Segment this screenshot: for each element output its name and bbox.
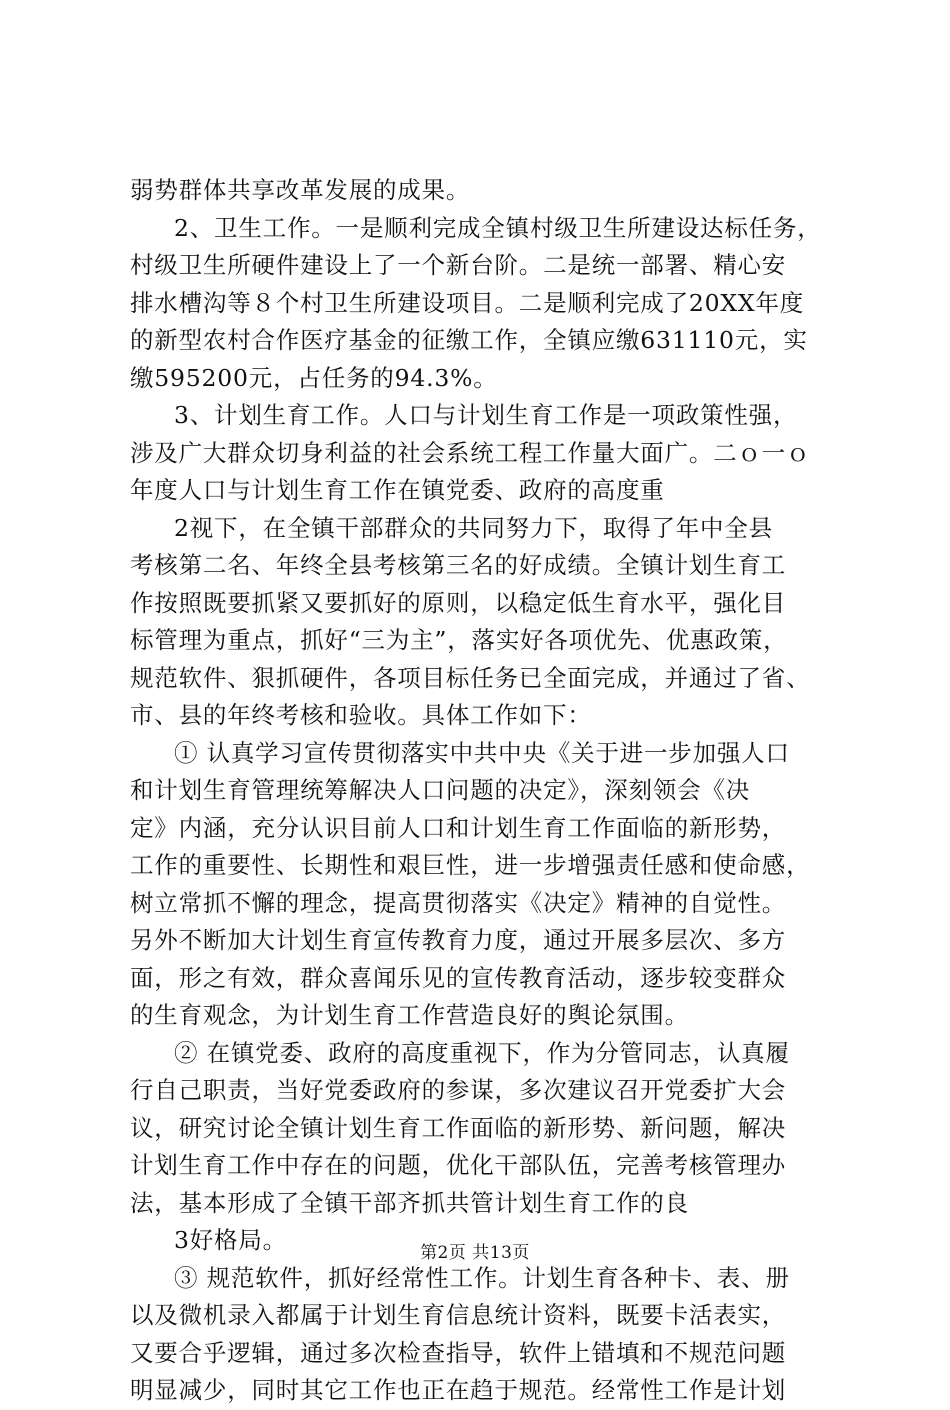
text-line: 2、卫生工作。一是顺利完成全镇村级卫生所建设达标任务， [174, 213, 822, 242]
text-line: 标管理为重点，抓好“三为主”，落实好各项优先、优惠政策， [130, 626, 788, 654]
text-line: 村级卫生所硬件建设上了一个新台阶。二是统一部署、精心安 [130, 251, 787, 279]
text-line: 法，基本形成了全镇干部齐抓共管计划生育工作的良 [130, 1188, 689, 1217]
text-line: 的新型农村合作医疗基金的征缴工作，全镇应缴631110元，实 [130, 326, 808, 354]
text-line: 考核第二名、年终全县考核第三名的好成绩。全镇计划生育工 [130, 551, 787, 579]
text-line: 缴595200元，占任务的94.3%。 [130, 363, 498, 392]
text-line: 3、计划生育工作。人口与计划生育工作是一项政策性强， [174, 401, 798, 429]
text-line: ③ 规范软件，抓好经常性工作。计划生育各种卡、表、册 [174, 1263, 790, 1292]
text-line: 排水槽沟等８个村卫生所建设项目。二是顺利完成了20XX年度 [130, 288, 805, 317]
text-line: 又要合乎逻辑，通过多次检查指导，软件上错填和不规范问题 [130, 1338, 787, 1367]
text-line: 明显减少，同时其它工作也正在趋于规范。经常性工作是计划 [130, 1376, 787, 1404]
text-line: 和计划生育管理统筹解决人口问题的决定》，深刻领会《决 [130, 776, 751, 804]
text-line: 定》内涵，充分认识目前人口和计划生育工作面临的新形势， [130, 813, 787, 842]
text-line: 弱势群体共享改革发展的成果。 [130, 176, 471, 204]
text-line: 工作的重要性、长期性和艰巨性，进一步增强责任感和使命感， [130, 851, 811, 879]
text-line: 3好格局。 [174, 1226, 287, 1254]
text-line: 涉及广大群众切身利益的社会系统工程工作量大面广。二ｏ一ｏ [130, 438, 811, 467]
text-line: 以及微机录入都属于计划生育信息统计资料，既要卡活表实， [130, 1301, 787, 1329]
text-line: 行自己职责，当好党委政府的参谋，多次建议召开党委扩大会 [130, 1076, 787, 1104]
text-line: 2视下，在全镇干部群众的共同努力下，取得了年中全县 [174, 513, 773, 542]
text-line: 的生育观念，为计划生育工作营造良好的舆论氛围。 [130, 1001, 689, 1029]
text-line: ② 在镇党委、政府的高度重视下，作为分管同志，认真履 [174, 1038, 790, 1067]
text-line: 计划生育工作中存在的问题，优化干部队伍，完善考核管理办 [130, 1151, 787, 1179]
text-line: 规范软件、狠抓硬件，各项目标任务已全面完成，并通过了省、 [130, 663, 811, 692]
text-line: 另外不断加大计划生育宣传教育力度，通过开展多层次、多方 [130, 926, 787, 954]
text-line: 年度人口与计划生育工作在镇党委、政府的高度重 [130, 476, 665, 504]
text-line: 市、县的年终考核和验收。具体工作如下： [130, 701, 592, 729]
document-body [130, 172, 830, 1410]
text-line: 作按照既要抓紧又要抓好的原则，以稳定低生育水平，强化目 [130, 588, 787, 617]
text-line: 议，研究讨论全镇计划生育工作面临的新形势、新问题，解决 [130, 1113, 787, 1142]
text-line: 面，形之有效，群众喜闻乐见的宣传教育活动，逐步较变群众 [130, 963, 787, 992]
page-footer: 第2页 共13页 [420, 1243, 530, 1263]
text-line: 树立常抓不懈的理念，提高贯彻落实《决定》精神的自觉性。 [130, 888, 787, 917]
text-line: ① 认真学习宣传贯彻落实中共中央《关于进一步加强人口 [174, 738, 790, 767]
